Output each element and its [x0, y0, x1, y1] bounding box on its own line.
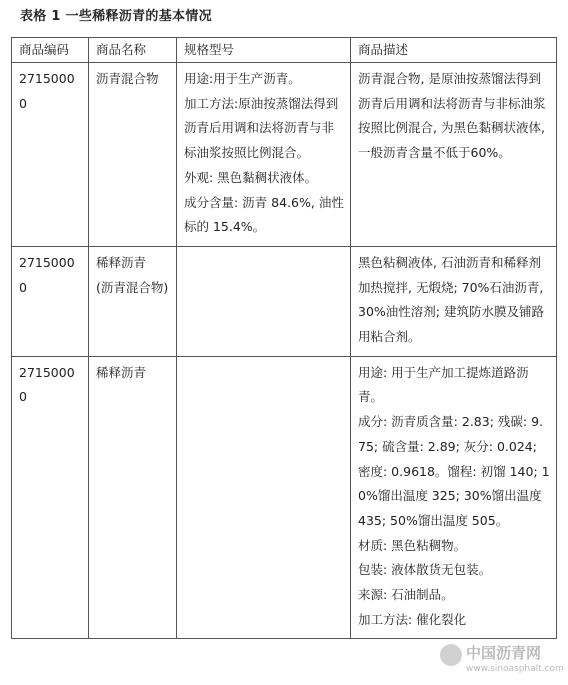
commodity-table	[11, 37, 557, 639]
watermark-url: www.sinoasphalt.com	[466, 664, 564, 674]
cell-spec	[177, 356, 351, 639]
cell-name: 稀释沥青	[89, 356, 177, 639]
cell-spec: 用途:用于生产沥青。 加工方法:原油按蒸馏法得到沥青后用调和法将沥青与非标油浆按照比例混合。 外观: 黑色黏稠状液体。 成分含量: 沥青 84.6%, 油性标的 15.4%。	[177, 63, 351, 247]
cell-description: 沥青混合物, 是原油按蒸馏法得到沥青后用调和法将沥青与非标油浆按照比例混合, 为黑色黏稠状液体, 一般沥青含量不低于60%。	[351, 63, 557, 247]
table-row	[12, 356, 557, 639]
header-code: 商品编码	[12, 38, 89, 63]
cell-description: 用途: 用于生产加工提炼道路沥青。 成分: 沥青质含量: 2.83; 残碳: 9.75; 硫含量: 2.89; 灰分: 0.024; 密度: 0.9618。馏程: 初馏 140; 10%馏出温度 325; 30%馏出温度 435; 50%馏出温度 505。 材质: 黑色粘稠物。 包装: 液体散货无包装。 来源: 石油制品。 加工方法: 催化裂化	[351, 356, 557, 639]
cell-name: 沥青混合物	[89, 63, 177, 247]
watermark-title: 中国沥青网	[466, 644, 542, 662]
site-watermark	[440, 641, 564, 683]
header-spec: 规格型号	[177, 38, 351, 63]
cell-description: 黑色粘稠液体, 石油沥青和稀释剂加热搅拌, 无煅烧; 70%石油沥青, 30%油性溶剂; 建筑防水膜及铺路用粘合剂。	[351, 246, 557, 356]
table-caption: 表格 1 一些稀释沥青的基本情况	[20, 9, 212, 24]
cell-code: 27150000	[12, 63, 89, 247]
cell-name: 稀释沥青 (沥青混合物)	[89, 246, 177, 356]
cell-code: 27150000	[12, 356, 89, 639]
header-description: 商品描述	[351, 38, 557, 63]
cell-spec	[177, 246, 351, 356]
cell-code: 27150000	[12, 246, 89, 356]
watermark-logo-icon	[440, 644, 462, 666]
header-name: 商品名称	[89, 38, 177, 63]
table-header-row	[12, 38, 557, 63]
table-row	[12, 246, 557, 356]
table-row	[12, 63, 557, 247]
